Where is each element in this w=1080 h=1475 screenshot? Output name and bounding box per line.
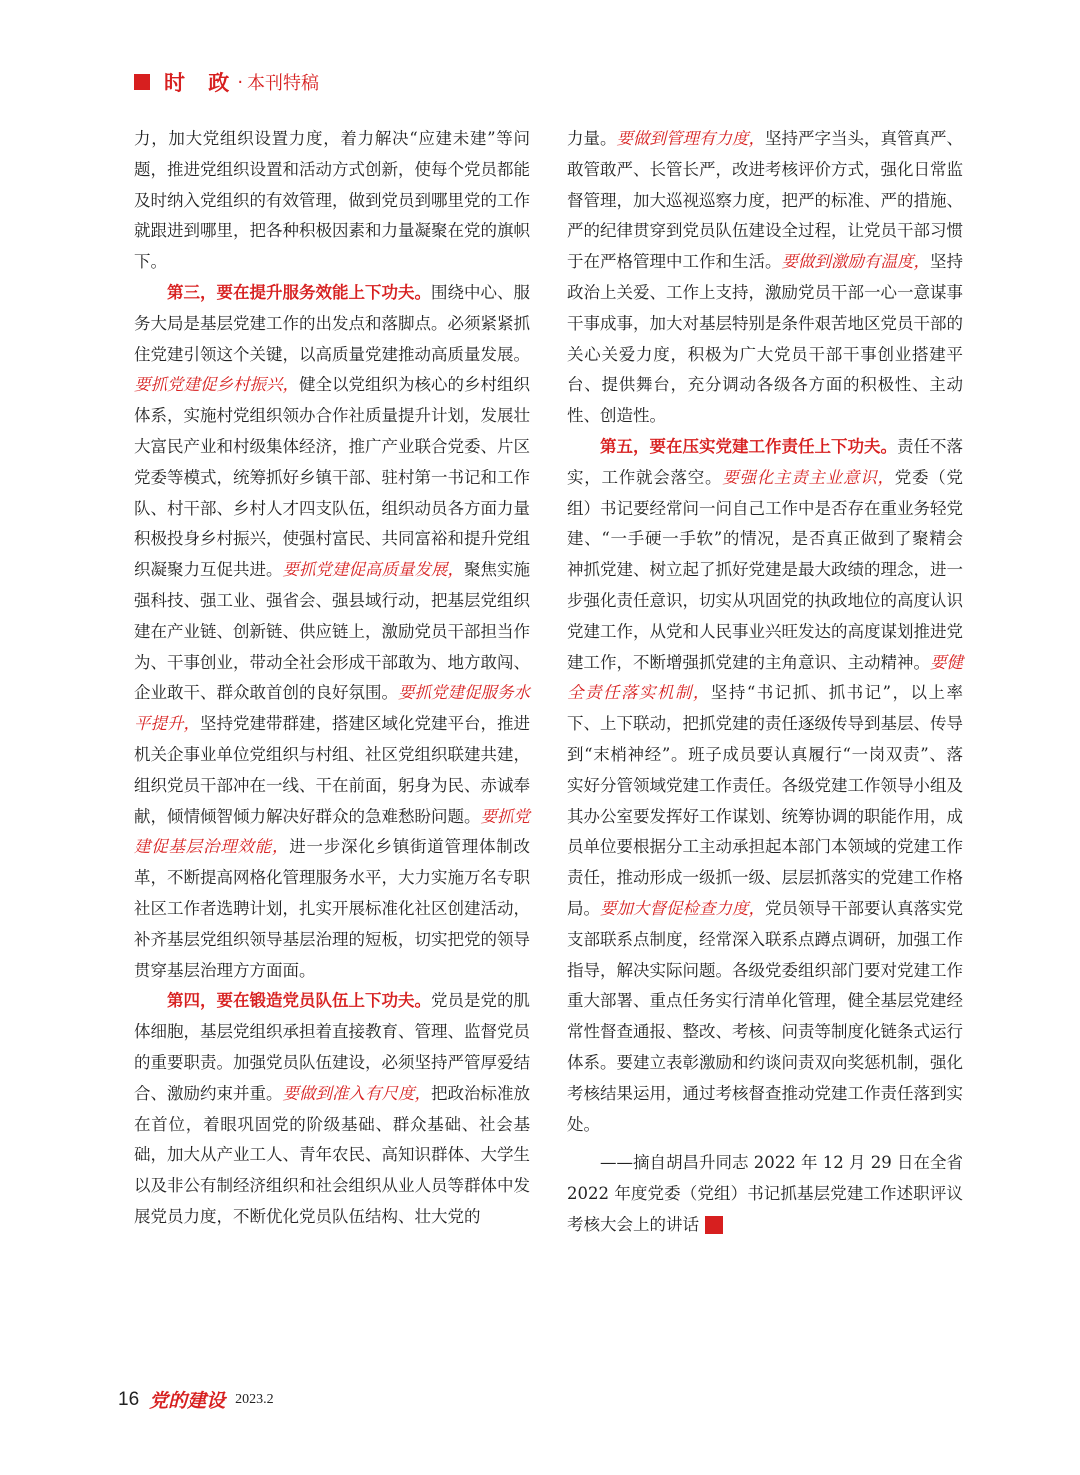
subheading: 第五，要在压实党建工作责任上下功夫。 xyxy=(600,436,897,456)
subheading: 第四，要在锻造党员队伍上下功夫。 xyxy=(167,991,431,1011)
subheading: 第三，要在提升服务效能上下功夫。 xyxy=(167,282,431,302)
left-column xyxy=(134,124,530,1233)
end-mark-icon: D xyxy=(705,1216,723,1234)
emphasis: 要抓党建促服务水平提升， xyxy=(134,683,530,734)
emphasis: 要做到管理有力度， xyxy=(616,129,765,148)
section-title: 时 政 xyxy=(164,71,238,95)
emphasis: 要抓党建促高质量发展， xyxy=(282,560,464,580)
paragraph-fifth-point: 第五，要在压实党建工作责任上下功夫。责任不落实，工作就会落空。要强化主责主业意识，党委（党组）书记要经常问一问自己工作中是否存在重业务轻党建、“一手硬一手软”的情况，是否真正做到了聚精会神抓党建、树立起了抓好党建是最大政绩的理念，进一步强化责任意识，切实从巩固党的执政地位的高度认识党建工作，从党和人民事业兴旺发达的高度谋划推进党建工作，不断增强抓党建的主角意识、主动精神。要健全责任落实机制，坚持“书记抓、抓书记”，以上率下、上下联动，把抓党建的责任逐级传导到基层、传导到“末梢神经”。班子成员要认真履行“一岗双责”、落实好分管领域党建工作责任。各级党建工作领导小组及其办公室要发挥好工作谋划、统筹协调的职能作用，成员单位要根据分工主动承担起本部门本领域的党建工作责任，推动形成一级抓一级、层层抓落实的党建工作格局。要加大督促检查力度，党员领导干部要认真落实党支部联系点制度，经常深入联系点蹲点调研，加强工作指导，解决实际问题。各级党委组织部门要对党建工作重大部署、重点任务实行清单化管理，健全基层党建经常性督查通报、整改、考核、问责等制度化链条式运行体系。要建立表彰激励和约谈问责双向奖惩机制，强化考核结果运用，通过考核督查推动党建工作责任落到实处。 xyxy=(567,436,964,1134)
paragraph: 力，加大党组织设置力度，着力解决“应建未建”等问题，推进党组织设置和活动方式创新，使每个党员都能及时纳入党组织的有效管理，做到党员到哪里党的工作就跟进到哪里，把各种积极因素和力量凝聚在党的旗帜下。 xyxy=(134,129,530,272)
emphasis: 要抓党建促乡村振兴， xyxy=(134,375,299,395)
page-number: 16 xyxy=(118,1388,140,1410)
paragraph-third-point: 第三，要在提升服务效能上下功夫。围绕中心、服务大局是基层党建工作的出发点和落脚点。必须紧紧抓住党建引领这个关键，以高质量党建推动高质量发展。要抓党建促乡村振兴，健全以党组织为核心的乡村组织体系，实施村党组织领办合作社质量提升计划，发展壮大富民产业和村级集体经济，推广产业联合党委、片区党委等模式，统筹抓好乡镇干部、驻村第一书记和工作队、村干部、乡村人才四支队伍，组织动员各方面力量积极投身乡村振兴，使强村富民、共同富裕和提升党组织凝聚力互促共进。要抓党建促高质量发展，聚焦实施强科技、强工业、强省会、强县域行动，把基层党组织建在产业链、创新链、供应链上，激励党员干部担当作为、干事创业，带动全社会形成干部敢为、地方敢闯、企业敢干、群众敢首创的良好氛围。要抓党建促服务水平提升，坚持党建带群建，搭建区域化党建平台，推进机关企事业单位党组织与村组、社区党组织联建共建，组织党员干部冲在一线、干在前面，躬身为民、赤诚奉献，倾情倾智倾力解决好群众的急难愁盼问题。要抓党建促基层治理效能，进一步深化乡镇街道管理体制改革，不断提高网格化管理服务水平，大力实施万名专职社区工作者选聘计划，扎实开展标准化社区创建活动，补齐基层党组织领导基层治理的短板，切实把党的领导贯穿基层治理方方面面。 xyxy=(134,282,530,980)
paragraph: 力量。要做到管理有力度，坚持严字当头，真管真严、敢管敢严、长管长严，改进考核评价方式，强化日常监督管理，加大巡视巡察力度，把严的标准、严的措施、严的纪律贯穿到党员队伍建设全过程，让党员干部习惯于在严格管理中工作和生活。要做到激励有温度，坚持政治上关爱、工作上支持，激励党员干部一心一意谋事干事成事，加大对基层特别是条件艰苦地区党员干部的关心关爱力度，积极为广大党员干部干事创业搭建平台、提供舞台，充分调动各级各方面的积极性、主动性、创造性。 xyxy=(567,129,963,426)
issue-number: 2023.2 xyxy=(235,1391,274,1407)
section-subtitle: 本刊特稿 xyxy=(247,73,320,94)
paragraph-fourth-point: 第四，要在锻造党员队伍上下功夫。党员是党的肌体细胞，基层党组织承担着直接教育、管理、监督党员的重要职责。加强党员队伍建设，必须坚持严管厚爱结合、激励约束并重。要做到准入有尺度，把政治标准放在首位，着眼巩固党的阶级基础、群众基础、社会基础，加大从产业工人、青年农民、高知识群体、大学生以及非公有制经济组织和社会组织从业人员等群体中发展党员力度，不断优化党员队伍结构、壮大党的 xyxy=(134,991,530,1226)
header-separator: · xyxy=(237,71,244,93)
section-header xyxy=(134,64,319,100)
magazine-logo: 党的建设 xyxy=(149,1390,226,1412)
emphasis: 要健全责任落实机制， xyxy=(567,652,963,703)
emphasis: 要强化主责主业意识， xyxy=(722,467,895,487)
red-square-icon xyxy=(134,74,150,90)
emphasis: 要做到准入有尺度， xyxy=(282,1083,431,1103)
emphasis: 要抓党建促基层治理效能， xyxy=(134,806,530,857)
page-footer xyxy=(118,1386,274,1413)
right-column xyxy=(567,124,963,1241)
emphasis: 要加大督促检查力度， xyxy=(600,898,765,918)
source-citation: ——摘自胡昌升同志 2022 年 12 月 29 日在全省 2022 年度党委（党组）书记抓基层党建工作述职评议考核大会上的讲话 D xyxy=(567,1153,963,1234)
emphasis: 要做到激励有温度， xyxy=(781,252,930,272)
